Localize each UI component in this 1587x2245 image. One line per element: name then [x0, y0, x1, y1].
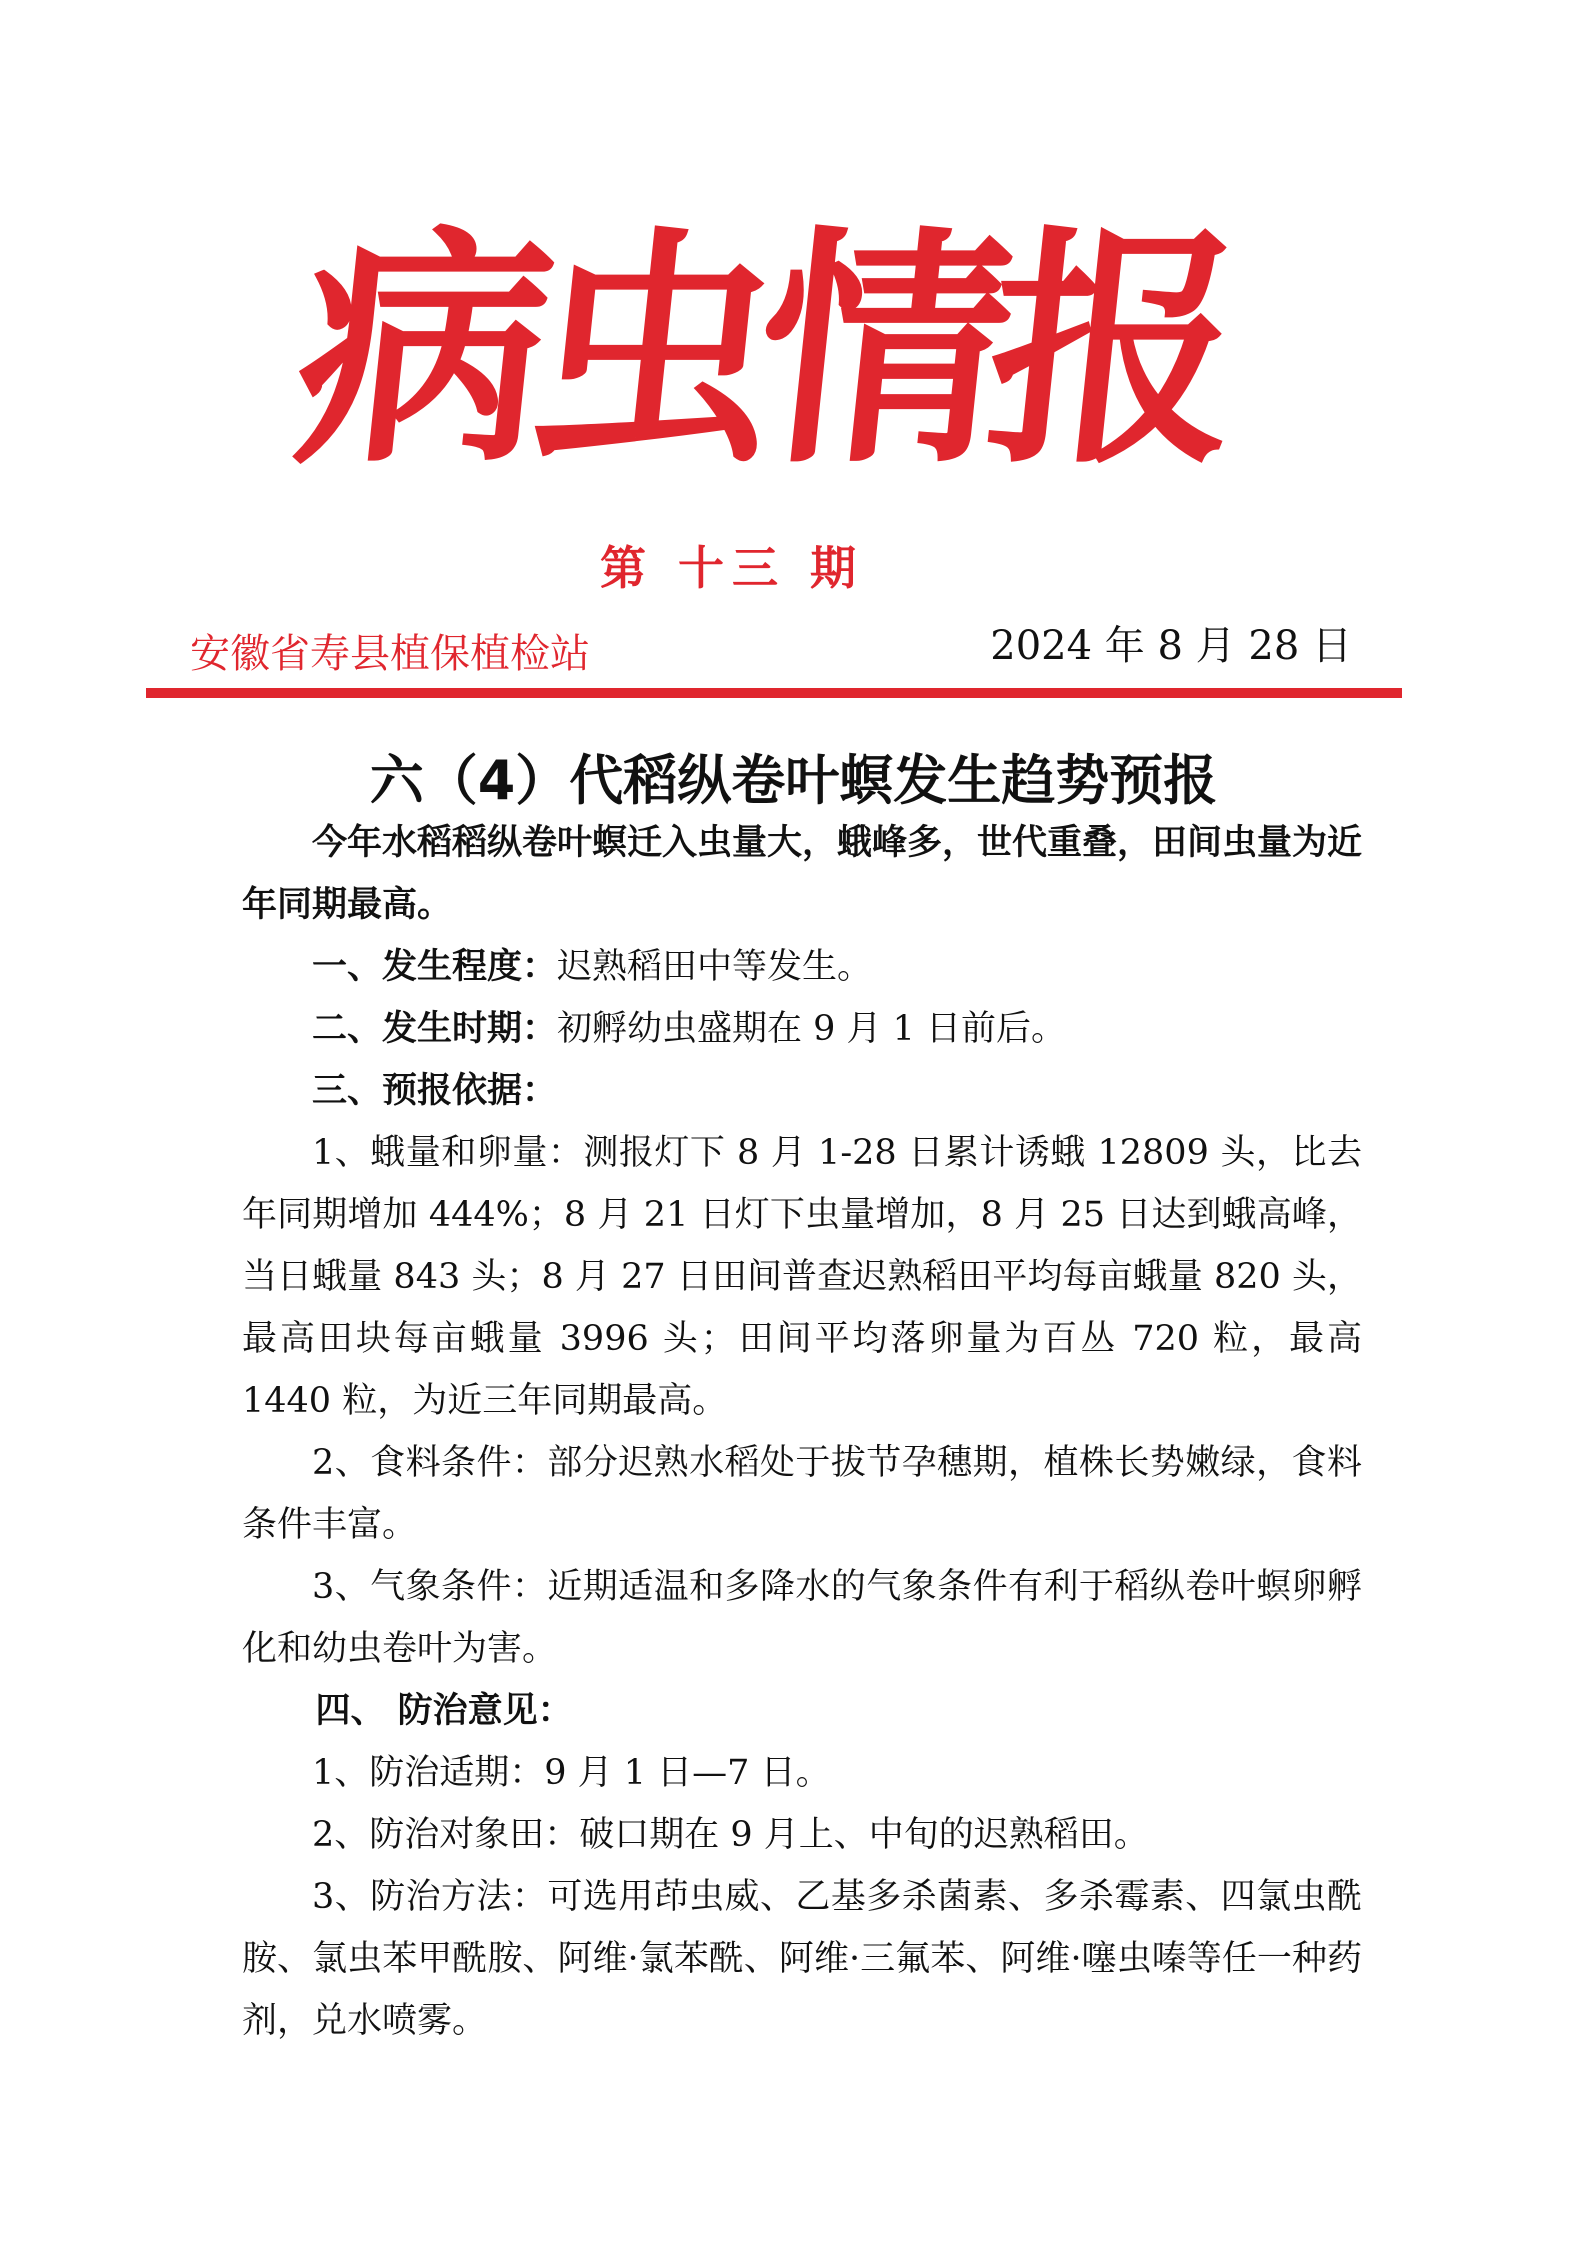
- lead-paragraph: 今年水稻稻纵卷叶螟迁入虫量大，蛾峰多，世代重叠，田间虫量为近年同期最高。: [242, 823, 1363, 925]
- section-occurrence-period: [242, 998, 1362, 1060]
- basis-weather: 3、气象条件：近期适温和多降水的气象条件有利于稻纵卷叶螟卵孵化和幼虫卷叶为害。: [242, 1567, 1362, 1669]
- section-text: 初孵幼虫盛期在 9 月 1 日前后。: [557, 1009, 1067, 1049]
- publish-date: 2024 年 8 月 28 日: [990, 623, 1352, 669]
- section-label: 二、发生时期：: [312, 1009, 558, 1049]
- section-label: 一、发生程度：: [312, 947, 558, 987]
- section-text: 迟熟稻田中等发生。: [557, 947, 873, 987]
- section-forecast-basis: 三、预报依据：: [312, 1071, 558, 1111]
- article-body: [242, 812, 1362, 2052]
- issue-number: 第 十三 期: [600, 541, 865, 595]
- section-occurrence-degree: [242, 936, 1362, 998]
- advice-target-fields: 2、防治对象田：破口期在 9 月上、中旬的迟熟稻田。: [312, 1815, 1149, 1855]
- header-divider: [146, 688, 1402, 698]
- basis-moth-egg: 1、蛾量和卵量：测报灯下 8 月 1-28 日累计诱蛾 12809 头，比去年同期增加 444%；8 月 21 日灯下虫量增加，8 月 25 日达到蛾高峰，当日蛾量 843 头；8 月 27 日田间普查迟熟稻田平均每亩蛾量 820 头，最高田块每亩蛾量 3996 头；田间平均落卵量为百丛 720 粒，最高 1440 粒，为近三年同期最高。: [242, 1133, 1362, 1421]
- basis-food: 2、食料条件：部分迟熟水稻处于拔节孕穗期，植株长势嫩绿，食料条件丰富。: [242, 1443, 1362, 1545]
- article-title: 六（4）代稻纵卷叶螟发生趋势预报: [369, 749, 1218, 812]
- section-control-advice: 四、 防治意见：: [315, 1691, 573, 1731]
- masthead-title: 病虫情报: [284, 203, 1236, 497]
- organization-name: 安徽省寿县植保植检站: [190, 631, 590, 677]
- advice-timing: 1、防治适期：9 月 1 日—7 日。: [312, 1753, 831, 1793]
- advice-method: 3、防治方法：可选用茚虫威、乙基多杀菌素、多杀霉素、四氯虫酰胺、氯虫苯甲酰胺、阿维·氯苯酰、阿维·三氟苯、阿维·噻虫嗪等任一种药剂，兑水喷雾。: [242, 1877, 1362, 2041]
